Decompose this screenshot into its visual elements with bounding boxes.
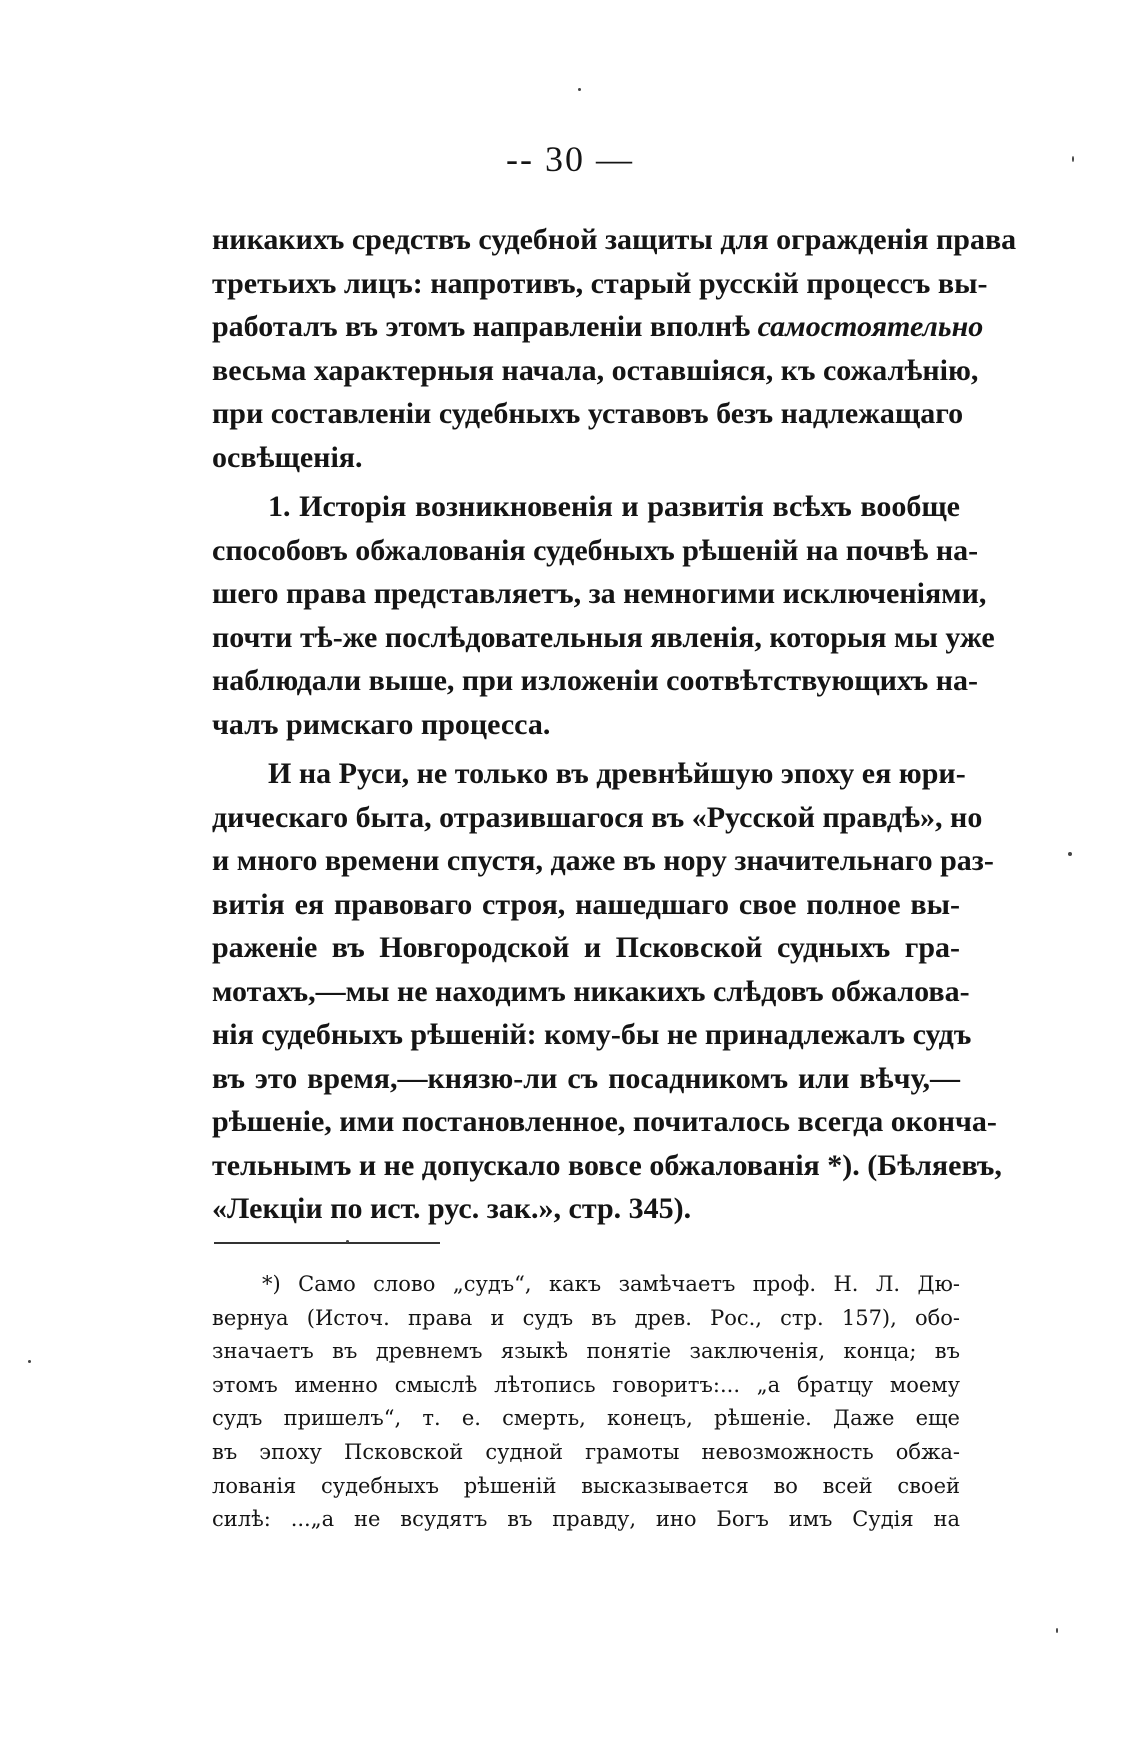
paragraph-2 (212, 485, 995, 746)
footnote (212, 1268, 960, 1537)
text-line: никакихъ средствъ судебной защиты для огражденія права (212, 223, 1017, 256)
footnote-separator (214, 1242, 440, 1244)
text-line: весьма характерныя начала, оставшіяся, къ сожалѣнію, (212, 353, 979, 387)
footnote-line: этомъ именно смыслѣ лѣтопись говоритъ:... „а братцу моему (212, 1372, 960, 1397)
text-line: и много времени спустя, даже въ нору значительнаго раз- (212, 844, 994, 877)
text-line: 1. Исторія возникновенія и развитія всѣхъ вообще (268, 490, 960, 523)
text-line: наблюдали выше, при изложеніи соотвѣтствующихъ на- (212, 664, 979, 697)
text-line-with-emphasis (212, 305, 984, 349)
page-number: -- 30 — (506, 139, 634, 179)
text-line: И на Руси, не только въ древнѣйшую эпоху ея юри- (268, 757, 966, 790)
footnote-line: въ эпоху Псковской судной грамоты невозможность обжа- (212, 1439, 960, 1464)
text-segment: работалъ въ этомъ направленіи вполнѣ (212, 310, 751, 343)
text-line: почти тѣ-же послѣдовательныя явленія, которыя мы уже (212, 620, 995, 654)
text-line: шего права представляетъ, за немногими исключеніями, (212, 577, 987, 610)
scan-speck (28, 1360, 31, 1363)
text-line: раженіе въ Новгородской и Псковской судныхъ гра- (212, 931, 960, 964)
paragraph-1 (212, 218, 1017, 479)
scan-speck (1068, 852, 1072, 856)
text-line: третьихъ лицъ: напротивъ, старый русскій процессъ вы- (212, 266, 988, 300)
text-line: дическаго быта, отразившагося въ «Русской правдѣ», но (212, 800, 983, 834)
text-line: тельнымъ и не допускало вовсе обжалованія *). (Бѣляевъ, (212, 1148, 1002, 1182)
text-line: витія ея правоваго строя, нашедшаго свое полное вы- (212, 887, 960, 921)
scan-speck (346, 1240, 349, 1243)
text-line: при составленіи судебныхъ уставовъ безъ надлежащаго (212, 397, 964, 430)
paragraph-3 (212, 752, 1002, 1231)
footnote-line: вернуа (Источ. права и судъ въ древ. Рос., стр. 157), обо- (212, 1305, 960, 1330)
text-line: мотахъ,—мы не находимъ никакихъ слѣдовъ обжалова- (212, 974, 970, 1008)
main-text (212, 218, 1017, 1237)
text-line: въ это время,—князю-ли съ посадникомъ или вѣчу,— (212, 1061, 960, 1095)
text-line: рѣшеніе, ими постановленное, почиталось всегда оконча- (212, 1105, 997, 1138)
text-line: способовъ обжалованія судебныхъ рѣшеній на почвѣ на- (212, 533, 979, 567)
emphasized-word: самостоятельно (757, 310, 984, 343)
footnote-line: судъ пришелъ“, т. е. смерть, конецъ, рѣшеніе. Даже еще (212, 1406, 960, 1431)
text-line: «Лекціи по ист. рус. зак.», стр. 345). (212, 1192, 692, 1225)
scan-speck (578, 88, 581, 91)
footnote-line: *) Само слово „судъ“, какъ замѣчаетъ проф. Н. Л. Дю- (262, 1272, 960, 1296)
footnote-line: силѣ: ...„а не всудятъ въ правду, ино Богъ имъ Судія на (212, 1507, 960, 1532)
text-line: освѣщенія. (212, 440, 363, 474)
text-line: чалъ римскаго процесса. (212, 707, 551, 741)
footnote-line: значаетъ въ древнемъ языкѣ понятіе заключенія, конца; въ (212, 1339, 960, 1364)
scan-speck (1072, 156, 1074, 162)
footnote-line: лованія судебныхъ рѣшеній высказывается во всей своей (212, 1473, 960, 1498)
text-line: нія судебныхъ рѣшеній: кому-бы не принадлежалъ судъ (212, 1018, 972, 1051)
scan-speck (1056, 1628, 1058, 1633)
